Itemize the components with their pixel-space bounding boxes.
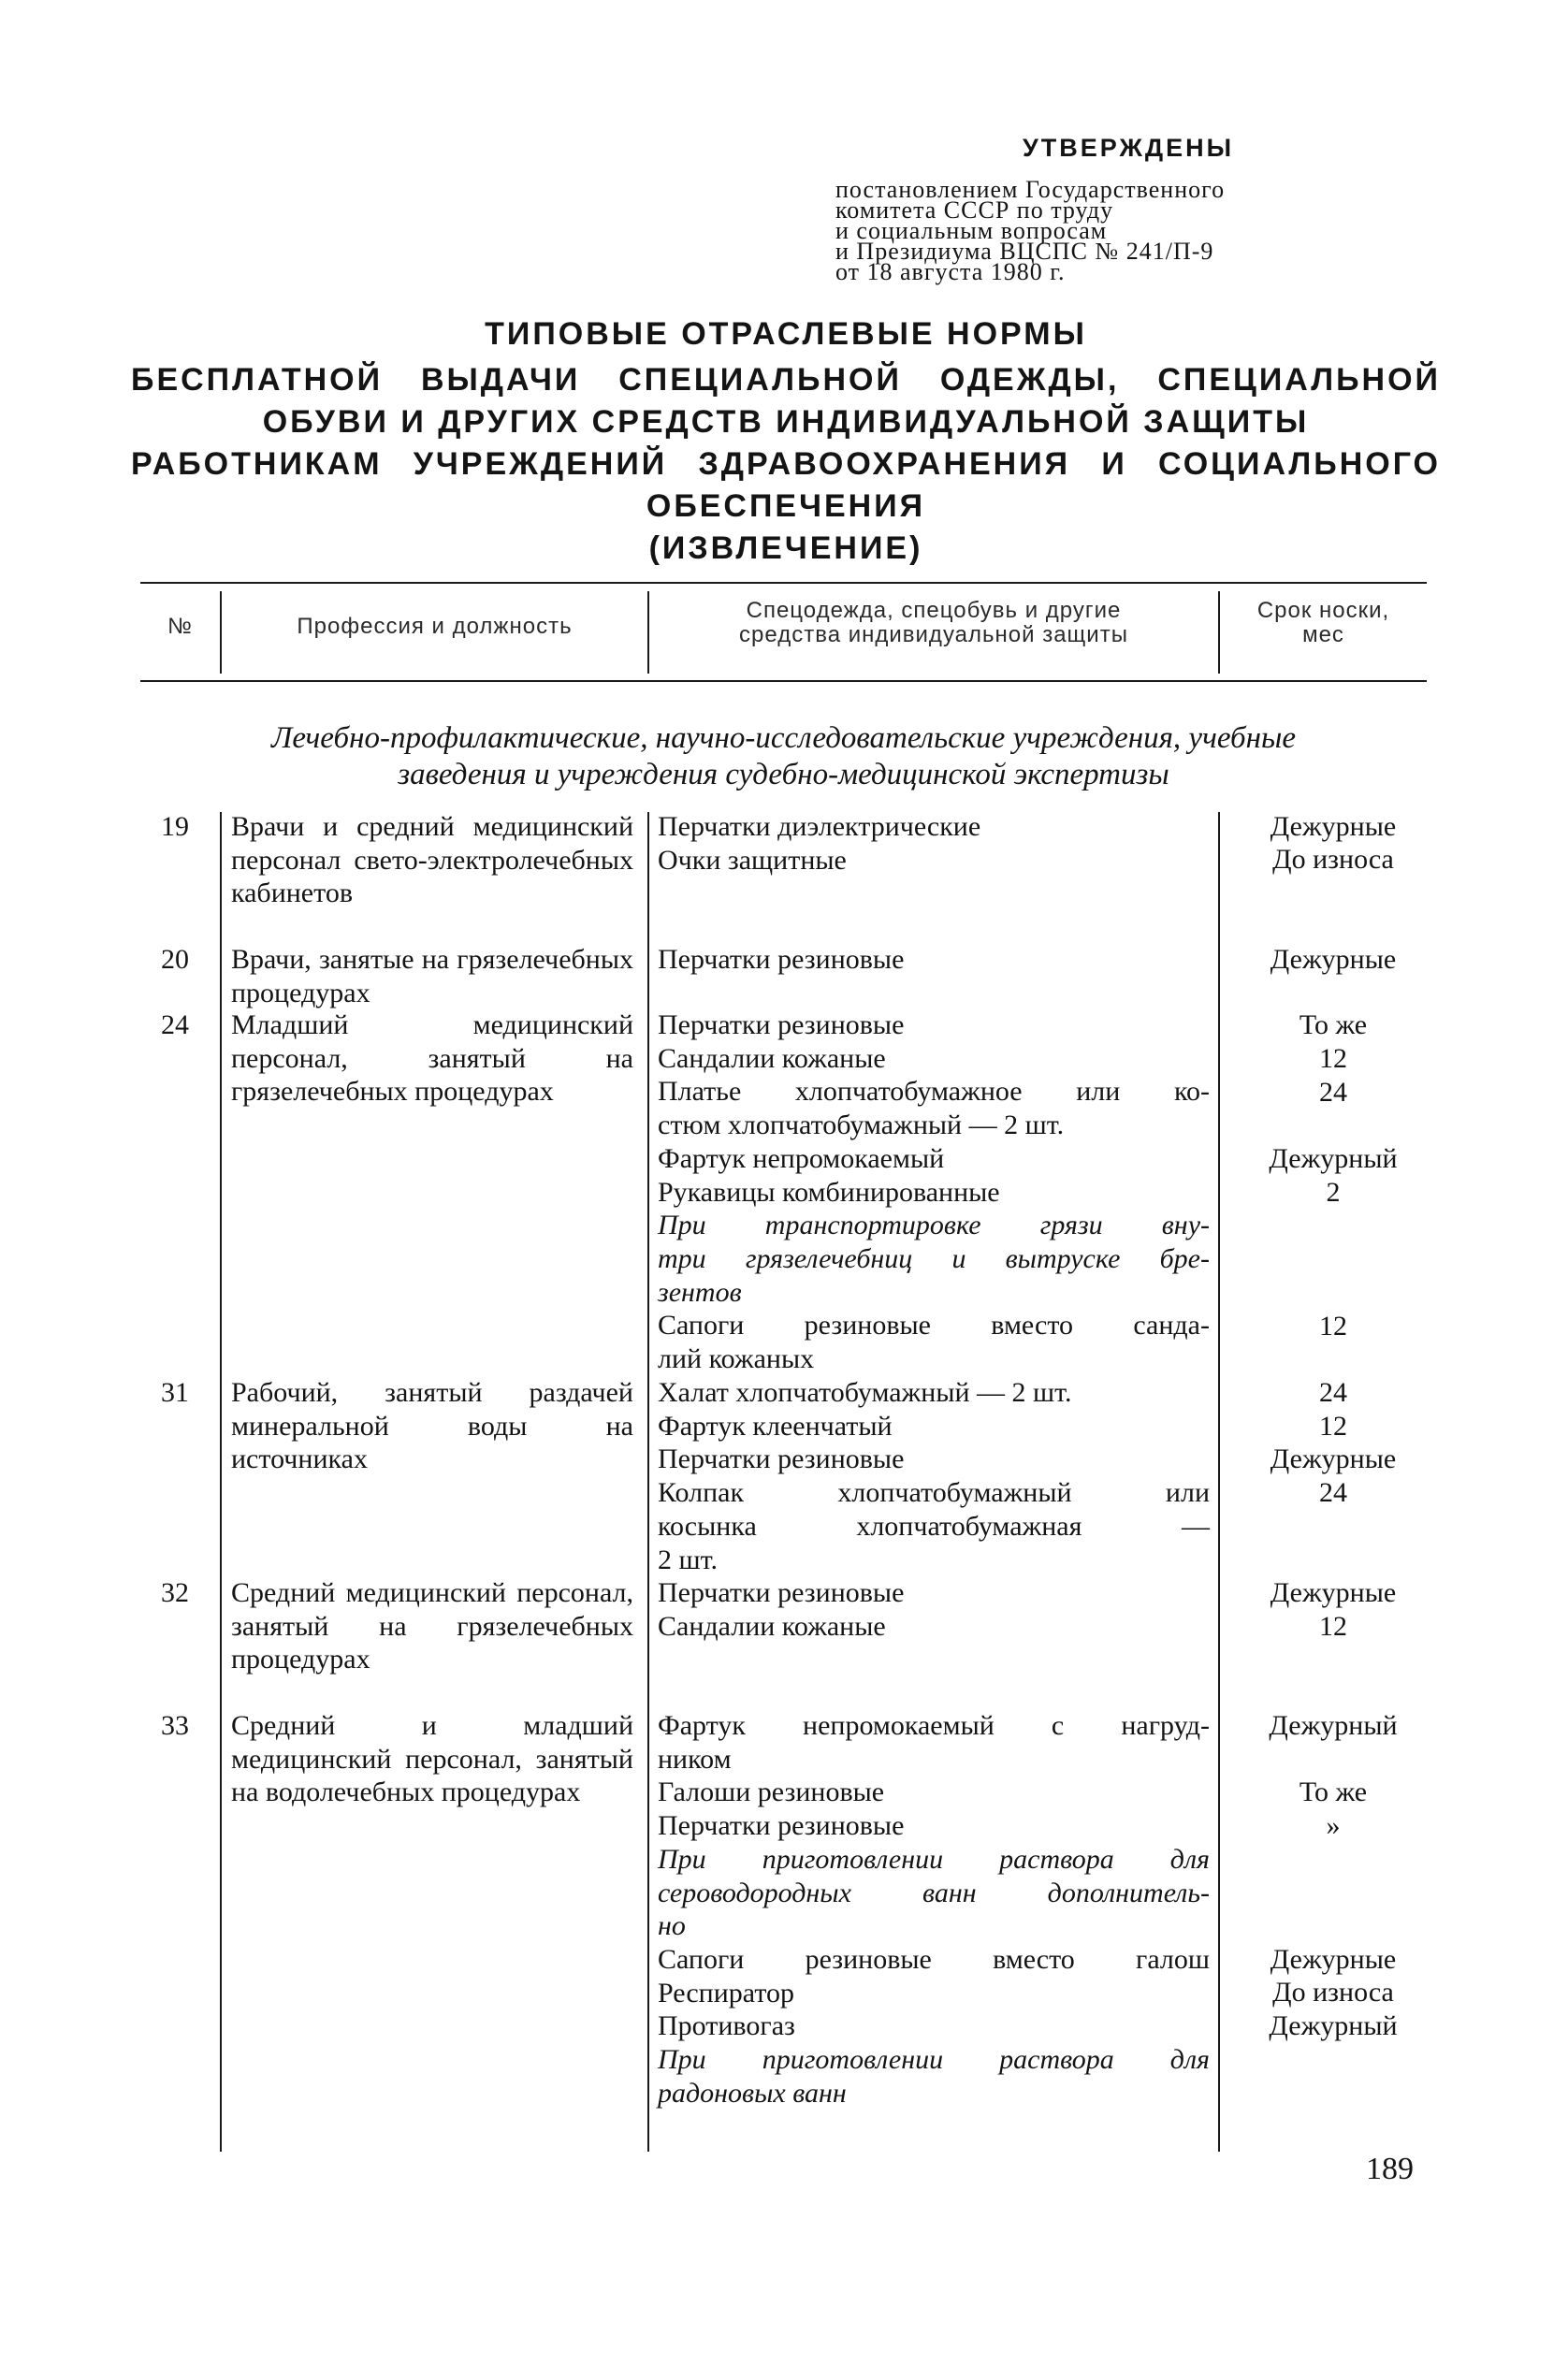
items-cell xyxy=(658,1376,1210,1576)
term-value: 24 xyxy=(1319,1077,1347,1108)
item-line: Халат хлопчатобумажный — 2 шт. xyxy=(658,1377,1072,1408)
term-value: Дежурный xyxy=(1269,1143,1398,1174)
item-line: Фартук непромокаемый с нагруд- xyxy=(658,1710,1210,1741)
item-note: При приготовлении раствора для xyxy=(658,1843,1210,1875)
header-profession: Профессия и должность xyxy=(297,614,573,639)
item-line: лий кожаных xyxy=(658,1343,815,1375)
item-line: Перчатки резиновые xyxy=(658,1443,905,1475)
row-number: 20 xyxy=(161,944,189,975)
item-line: 2 шт. xyxy=(658,1544,718,1575)
item-note: При приготовлении раствора для xyxy=(658,2044,1210,2076)
approval-heading: УТВЕРЖДЕНЫ xyxy=(1023,134,1235,162)
item-line: ником xyxy=(658,1743,732,1775)
term-value: Дежурные xyxy=(1270,1443,1397,1474)
items-cell xyxy=(658,1709,1210,2110)
item-line: Перчатки резиновые xyxy=(658,1009,905,1040)
item-note: радоновых ванн xyxy=(658,2077,847,2109)
item-line: Перчатки диэлектрические xyxy=(658,811,981,842)
approval-line: комитета СССР по труду xyxy=(835,196,1114,224)
item-line: Перчатки резиновые xyxy=(658,1577,905,1608)
table-top-rule xyxy=(140,582,1427,584)
item-note: три грязелечебниц и вытруске бре- xyxy=(658,1242,1210,1274)
item-note: зентов xyxy=(658,1276,742,1308)
header-items xyxy=(649,599,1218,647)
item-note: сероводородных ванн дополнитель- xyxy=(658,1877,1210,1908)
row-number: 19 xyxy=(161,811,189,842)
title-line-3: ОБУВИ И ДРУГИХ СРЕДСТВ ИНДИВИДУАЛЬНОЙ ЗАЩИТЫ xyxy=(262,404,1310,440)
header-term xyxy=(1220,599,1427,647)
approval-line: и социальным вопросам xyxy=(835,217,1108,244)
item-line: Сапоги резиновые вместо санда- xyxy=(658,1310,1210,1342)
profession-cell: Рабочий, занятый раздачей минеральной воды на источниках xyxy=(231,1377,633,1475)
column-divider xyxy=(1218,812,1220,2152)
profession-cell: Средний медицинский персонал, занятый на грязелечебных процедурах xyxy=(231,1577,633,1675)
row-number: 24 xyxy=(161,1009,189,1040)
term-value: То же xyxy=(1299,1009,1368,1040)
term-value: Дежурные xyxy=(1270,1944,1397,1975)
items-cell xyxy=(658,943,1210,977)
term-value: 12 xyxy=(1319,1411,1347,1442)
title-line-6: (ИЗВЛЕЧЕНИЕ) xyxy=(648,530,923,566)
approval-line: постановлением Государственного xyxy=(835,176,1226,203)
item-line: Колпак хлопчатобумажный или xyxy=(658,1477,1210,1509)
approval-line: от 18 августа 1980 г. xyxy=(835,258,1066,285)
title-line-2: БЕСПЛАТНОЙ ВЫДАЧИ СПЕЦИАЛЬНОЙ ОДЕЖДЫ, СПЕЦИАЛЬНОЙ xyxy=(131,362,1441,398)
header-num: № xyxy=(167,614,193,639)
title-line-1: ТИПОВЫЕ ОТРАСЛЕВЫЕ НОРМЫ xyxy=(485,316,1087,352)
term-value: 24 xyxy=(1319,1477,1347,1508)
term-value: До износа xyxy=(1272,1977,1394,2008)
items-cell xyxy=(658,810,1210,877)
item-line: Галоши резиновые xyxy=(658,1777,885,1808)
term-value: Дежурный xyxy=(1269,2010,1398,2041)
item-line: Перчатки резиновые xyxy=(658,1810,905,1842)
profession-cell: Средний и младший медицинский персонал, занятый на водолечебных процедурах xyxy=(231,1710,633,1808)
page-number: 189 xyxy=(1366,2152,1414,2186)
row-number: 31 xyxy=(161,1377,189,1408)
term-value: 12 xyxy=(1319,1611,1347,1642)
approval-block xyxy=(835,134,1322,283)
row-number: 33 xyxy=(161,1710,189,1741)
column-divider xyxy=(647,812,649,2152)
items-cell xyxy=(658,1008,1210,1376)
term-value: Дежурные xyxy=(1270,1577,1397,1608)
section-heading-line: заведения и учреждения судебно-медицинской экспертизы xyxy=(398,758,1169,791)
items-cell xyxy=(658,1576,1210,1643)
item-line: Сапоги резиновые вместо галош xyxy=(658,1943,1210,1975)
item-note: При транспортировке грязи вну- xyxy=(658,1210,1210,1241)
term-value: 12 xyxy=(1319,1043,1347,1074)
item-line: Сандалии кожаные xyxy=(658,1610,886,1642)
table-header-rule xyxy=(140,680,1427,682)
item-line: Рукавицы комбинированные xyxy=(658,1176,1000,1208)
column-divider xyxy=(220,812,222,2152)
term-value: Дежурные xyxy=(1270,944,1397,975)
item-line: Перчатки резиновые xyxy=(658,944,905,975)
item-line: Сандалии кожаные xyxy=(658,1042,886,1074)
term-value: Дежурный xyxy=(1269,1710,1398,1741)
item-line: Платье хлопчатобумажное или ко- xyxy=(658,1076,1210,1108)
header-items-line: Спецодежда, спецобувь и другие xyxy=(746,598,1122,623)
section-heading-line: Лечебно-профилактические, научно-исследовательские учреждения, учебные xyxy=(271,721,1296,755)
term-value: Дежурные xyxy=(1270,811,1397,842)
item-line: косынка хлопчатобумажная — xyxy=(658,1510,1210,1542)
term-value: 2 xyxy=(1326,1177,1341,1208)
header-term-line: Срок носки, xyxy=(1256,598,1390,623)
row-number: 32 xyxy=(161,1577,189,1608)
term-value: 24 xyxy=(1319,1377,1347,1408)
profession-cell: Врачи и средний медицинский персонал свето-электролечебных кабинетов xyxy=(231,811,633,909)
item-line: Фартук непромокаемый xyxy=(658,1142,945,1174)
term-value: То же xyxy=(1299,1777,1368,1807)
term-value: До износа xyxy=(1272,844,1394,875)
title-line-5: ОБЕСПЕЧЕНИЯ xyxy=(646,488,926,524)
item-line: Противогаз xyxy=(658,2010,795,2042)
profession-cell: Младший медицинский персонал, занятый на грязелечебных процедурах xyxy=(231,1009,633,1108)
title-line-4: РАБОТНИКАМ УЧРЕЖДЕНИЙ ЗДРАВООХРАНЕНИЯ И СОЦИАЛЬНОГО xyxy=(131,446,1441,482)
section-heading xyxy=(140,720,1427,793)
document-title xyxy=(131,313,1441,570)
item-line: Очки защитные xyxy=(658,844,847,876)
header-items-line: средства индивидуальной защиты xyxy=(739,622,1128,647)
item-line: Фартук клеенчатый xyxy=(658,1410,893,1442)
item-note: но xyxy=(658,1910,686,1942)
profession-cell: Врачи, занятые на грязелечебных процедурах xyxy=(231,944,633,1008)
approval-line: и Президиума ВЦСПС № 241/П-9 xyxy=(835,238,1214,265)
header-term-line: мес xyxy=(1302,622,1344,647)
item-line: Респиратор xyxy=(658,1977,795,2009)
item-line: стюм хлопчатобумажный — 2 шт. xyxy=(658,1109,1065,1141)
term-value: 12 xyxy=(1319,1311,1347,1342)
term-value: » xyxy=(1326,1810,1341,1841)
